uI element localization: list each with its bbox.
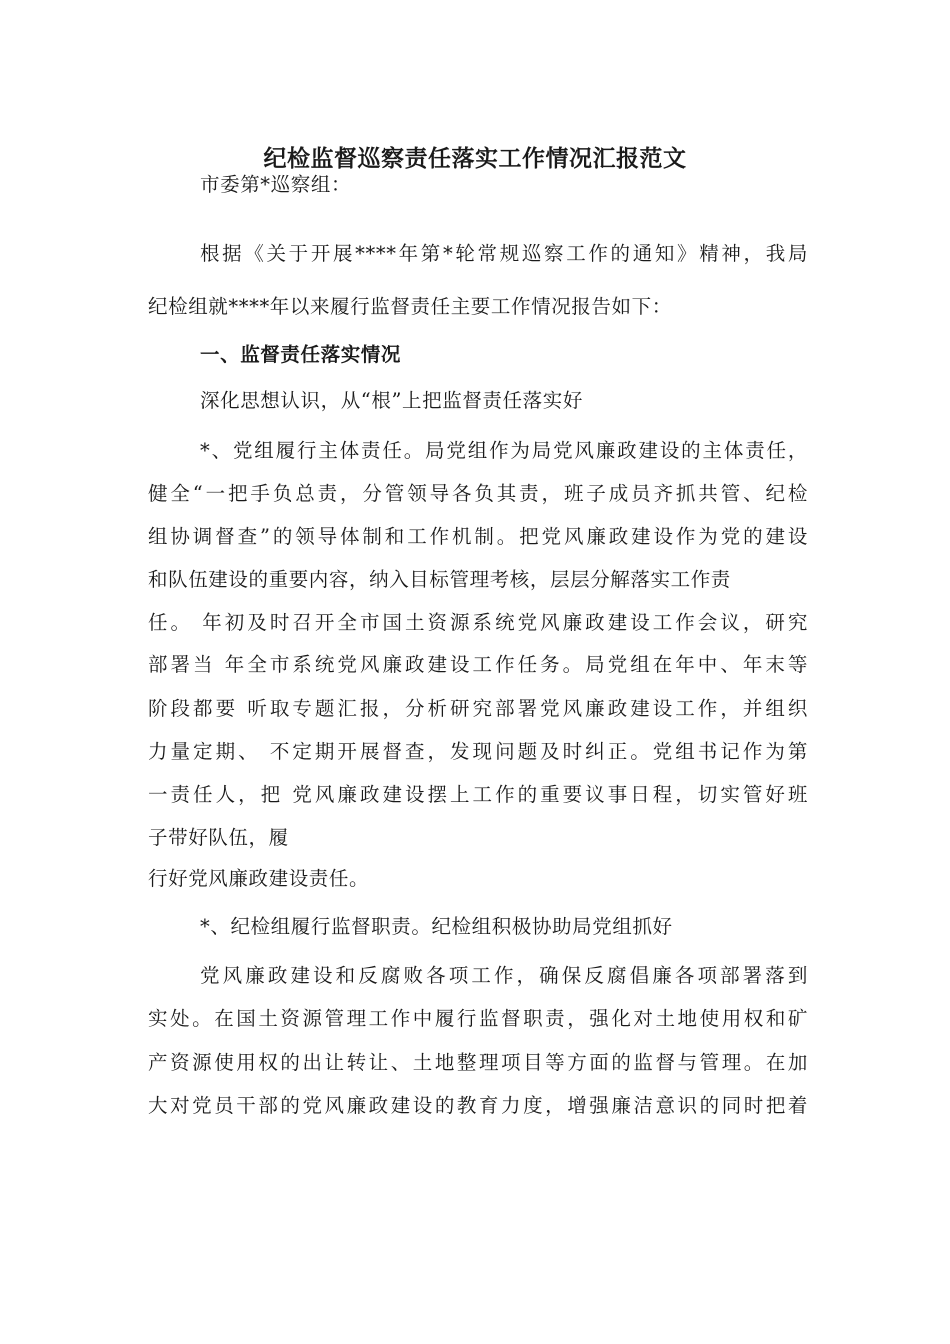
paragraph-line: 组协调督查”的领导体制和工作机制。把党风廉政建设作为党的建设 (148, 525, 808, 548)
paragraph-line: 和队伍建设的重要内容，纳入目标管理考核，层层分解落实工作责 (148, 568, 731, 591)
paragraph-line: 子带好队伍，履 (148, 826, 289, 849)
subheading-line: 深化思想认识，从“根”上把监督责任落实好 (200, 389, 583, 412)
salutation: 市委第*巡察组： (200, 173, 352, 196)
paragraph-line: 阶段都要 听取专题汇报，分析研究部署党风廉政建设工作，并组织 (148, 697, 808, 720)
paragraph-line: *、纪检组履行监督职责。纪检组积极协助局党组抓好 (200, 915, 673, 938)
paragraph-line: 产资源使用权的出让转让、土地整理项目等方面的监督与管理。在加 (148, 1051, 808, 1074)
paragraph-line: 部署当 年全市系统党风廉政建设工作任务。局党组在年中、年末等 (148, 653, 808, 676)
section-heading: 一、监督责任落实情况 (200, 343, 402, 366)
paragraph-line: 实处。在国土资源管理工作中履行监督职责，强化对土地使用权和矿 (148, 1007, 808, 1030)
paragraph-line: *、党组履行主体责任。局党组作为局党风廉政建设的主体责任， (200, 439, 808, 462)
document-title: 纪检监督巡察责任落实工作情况汇报范文 (263, 146, 687, 172)
paragraph-line: 力量定期、 不定期开展督查，发现问题及时纠正。党组书记作为第 (148, 740, 808, 763)
paragraph-line: 一责任人，把 党风廉政建设摆上工作的重要议事日程，切实管好班 (148, 783, 808, 806)
paragraph-line: 根据《关于开展****年第*轮常规巡察工作的通知》精神，我局 (200, 242, 808, 265)
paragraph-line: 健全“一把手负总责，分管领导各负其责，班子成员齐抓共管、纪检 (148, 482, 808, 505)
paragraph-line: 大对党员干部的党风廉政建设的教育力度，增强廉洁意识的同时把着 (148, 1094, 808, 1117)
paragraph-line: 任。 年初及时召开全市国土资源系统党风廉政建设工作会议，研究 (148, 611, 808, 634)
paragraph-line: 纪检组就****年以来履行监督责任主要工作情况报告如下： (148, 295, 672, 318)
paragraph-line: 党风廉政建设和反腐败各项工作，确保反腐倡廉各项部署落到 (200, 964, 808, 987)
paragraph-line: 行好党风廉政建设责任。 (148, 867, 370, 890)
